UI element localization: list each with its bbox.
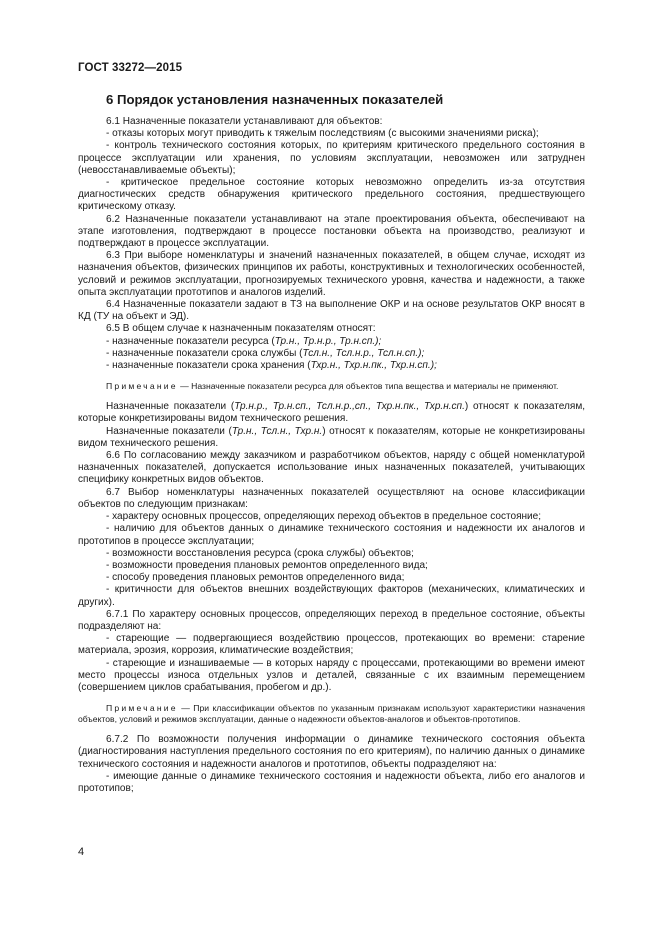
page-number: 4 <box>78 846 85 858</box>
body-paragraph: 6.5 В общем случае к назначенным показателям относят: <box>106 323 376 335</box>
body-paragraph: - характеру основных процессов, определяющих переход объектов в предельное состояние; <box>106 511 542 523</box>
body-paragraph: - возможности восстановления ресурса (срока службы) объектов; <box>106 547 414 559</box>
body-paragraph: 6.7.2 По возможности получения информации о динамике технического состояния объекта (диагностирования наступления предельного состояния по его критериям), по наличию данных о динамике технического состояния и надежности аналогов и прототипов, объекты подразделяют на: <box>78 734 585 770</box>
note-text: — Назначенные показатели ресурса для объектов типа вещества и материалы не применяют. <box>177 381 559 392</box>
body-paragraph: - назначенные показатели ресурса (Тр.н., Тр.н.р., Тр.н.сп.); <box>106 335 382 347</box>
note-paragraph <box>78 381 585 392</box>
body-paragraph: - отказы которых могут приводить к тяжелым последствиям (с высокими значениями риска); <box>106 128 539 140</box>
body-paragraph: Назначенные показатели (Тр.н.р., Тр.н.сп., Тсл.н.р.,сп., Тхр.н.пк., Тхр.н.сп.) относят к показателям, которые конкретизированы видом технического решения. <box>78 401 586 425</box>
body-paragraph: - наличию для объектов данных о динамике технического состояния и надежности их аналогов и прототипов в процессе эксплуатации; <box>78 523 585 547</box>
body-paragraph: Назначенные показатели (Тр.н., Тсл.н., Тхр.н.) относят к показателям, которые не конкретизированы видом технического решения. <box>78 425 585 449</box>
body-paragraph: - имеющие данные о динамике технического состояния и надежности объекта, либо его аналогов и прототипов; <box>78 770 585 794</box>
note-paragraph <box>78 703 585 725</box>
body-paragraph: - назначенные показатели срока хранения (Тхр.н., Тхр.н.пк., Тхр.н.сп.); <box>106 360 437 372</box>
body-paragraph: - критичности для объектов внешних воздействующих факторов (механических, климатических и других). <box>78 584 585 608</box>
note-label: Примечание <box>106 381 178 392</box>
body-paragraph: 6.7 Выбор номенклатуры назначенных показателей осуществляют на основе классификации объектов по следующим признакам: <box>78 486 585 510</box>
body-paragraph: 6.4 Назначенные показатели задают в ТЗ на выполнение ОКР и на основе результатов ОКР вносят в КД (ТУ на объект и ЭД). <box>78 299 585 323</box>
body-paragraph: 6.6 По согласованию между заказчиком и разработчиком объектов, наряду с общей номенклатурой назначенных показателей, допускается использование иных назначенных показателей, учитывающих специфику конкретных видов объектов. <box>78 450 585 486</box>
body-paragraph: - способу проведения плановых ремонтов определенного вида; <box>106 572 405 584</box>
section-title: 6 Порядок установления назначенных показателей <box>106 92 444 107</box>
document-body <box>78 116 585 795</box>
body-paragraph: 6.2 Назначенные показатели устанавливают на этапе проектирования объекта, обеспечивают на этапе изготовления, подтверждают в процессе постановки объекта на производство, реализуют и подтверждают в процессе эксплуатации. <box>78 213 585 250</box>
body-paragraph: - возможности проведения плановых ремонтов определенного вида; <box>106 559 428 571</box>
body-paragraph: 6.3 При выборе номенклатуры и значений назначенных показателей, в общем случае, исходят из назначения объектов, физических принципов их работы, конструктивных и технологических особенностей, условий и режимов эксплуатации, прогнозируемых технического уровня, качества и надежности, а также опыта эксплуатации прототипов и аналогов изделий. <box>78 250 585 298</box>
body-paragraph: 6.1 Назначенные показатели устанавливают для объектов: <box>106 116 383 127</box>
note-label: Примечание <box>106 703 178 714</box>
body-paragraph: - стареющие — подвергающиеся воздействию процессов, протекающих во времени: старение материала, эрозия, коррозия, климатические воздействия; <box>78 633 585 657</box>
body-paragraph: - назначенные показатели срока службы (Тсл.н., Тсл.н.р., Тсл.н.сп.); <box>106 347 425 359</box>
body-paragraph: - контроль технического состояния которых, по критериям критического предельного состояния в процессе эксплуатации или хранения, по условиям эксплуатации, невозможен или затруднен (невосстанавливаемые объекты); <box>78 140 585 176</box>
standard-header: ГОСТ 33272—2015 <box>78 62 183 74</box>
body-paragraph: - критическое предельное состояние которых невозможно определить из-за отсутствия диагностических средств обнаружения критического предельного состояния, предшествующего критическому отказу. <box>78 177 585 213</box>
note-text: — При классификации объектов по указанным признакам используют характеристики назначения объектов, условий и режимов эксплуатации, данные о надежности объектов-аналогов и объектов-прототипов. <box>78 703 585 725</box>
body-paragraph: - стареющие и изнашиваемые — в которых наряду с процессами, протекающими во времени имеют место процессы износа отдельных узлов и деталей, связанные с их взаимным перемещением (совершением циклов срабатывания, пробегом и др.). <box>78 657 585 693</box>
body-paragraph: 6.7.1 По характеру основных процессов, определяющих переход в предельное состояние, объекты подразделяют на: <box>78 608 585 632</box>
